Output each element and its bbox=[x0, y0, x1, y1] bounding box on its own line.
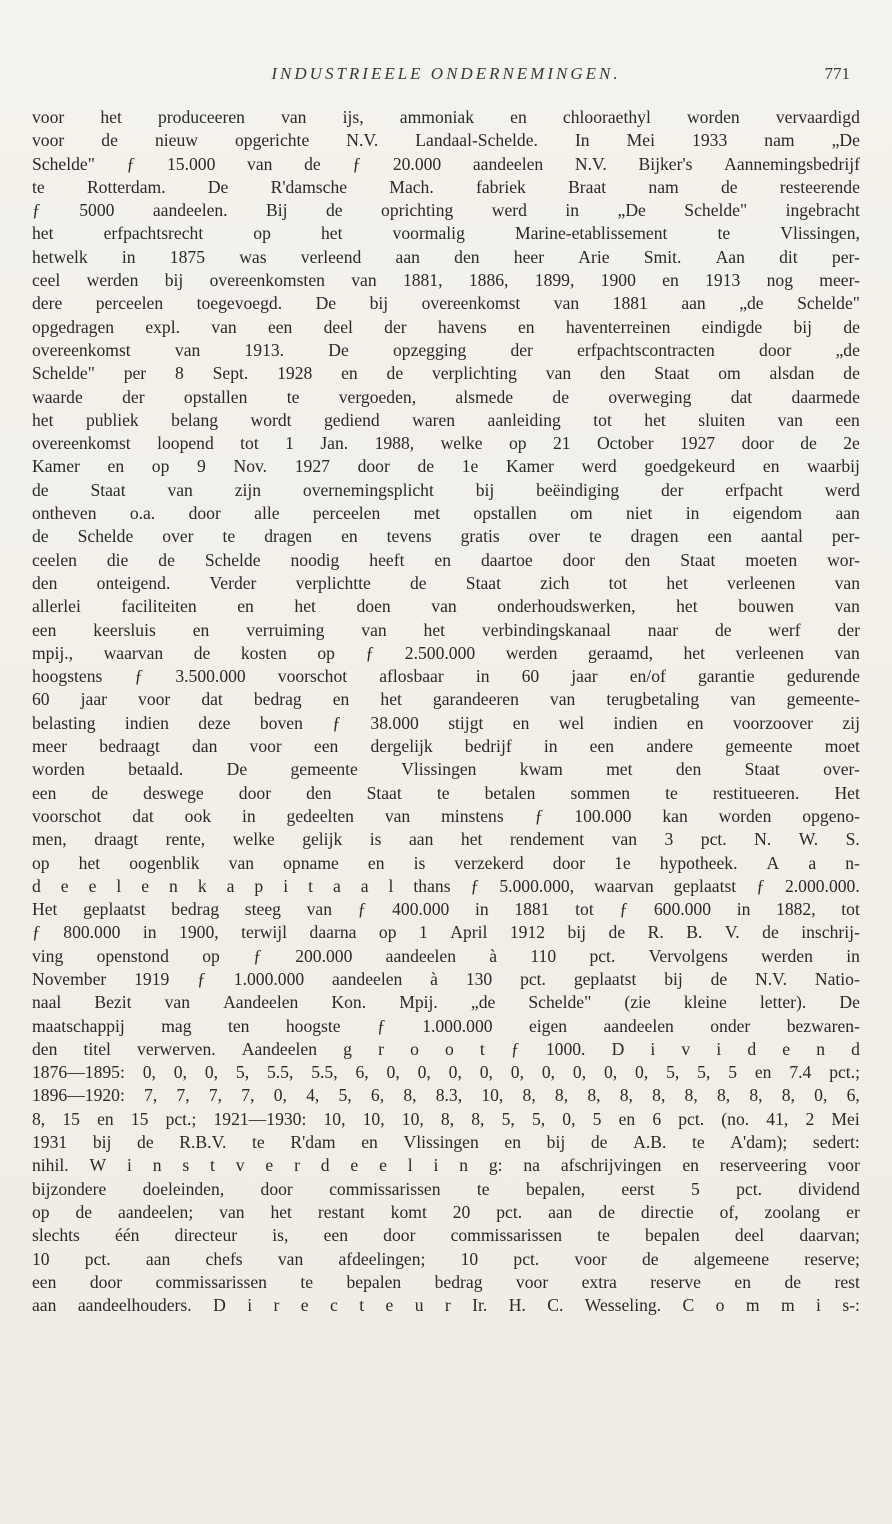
text-line: November 1919 ƒ 1.000.000 aandeelen à 130 pct. geplaatst bij de N.V. Natio- bbox=[32, 968, 860, 989]
text-line: dere perceelen toegevoegd. De bij overeenkomst van 1881 aan „de Schelde" bbox=[32, 293, 860, 314]
text-line: allerlei faciliteiten en het doen van onderhoudswerken, het bouwen van bbox=[32, 596, 860, 617]
text-line: 10 pct. aan chefs van afdeelingen; 10 pct. voor de algemeene reserve; bbox=[32, 1248, 860, 1269]
text-line: hoogstens ƒ 3.500.000 voorschot aflosbaar in 60 jaar en/of garantie gedurende bbox=[32, 666, 860, 687]
text-line: waarde der opstallen te vergoeden, alsmede de overweging dat daarmede bbox=[32, 386, 860, 407]
text-line: meer bedraagt dan voor een dergelijk bedrijf in een andere gemeente moet bbox=[32, 736, 860, 757]
text-line: mpij., waarvan de kosten op ƒ 2.500.000 werden geraamd, het verleenen van bbox=[32, 642, 860, 663]
text-line: overeenkomst van 1913. De opzegging der erfpachtscontracten door „de bbox=[32, 339, 860, 360]
text-line: d e e l e n k a p i t a a l thans ƒ 5.000.000, waarvan geplaatst ƒ 2.000.000. bbox=[32, 875, 860, 896]
text-line: aan aandeelhouders. D i r e c t e u r Ir. H. C. Wesseling. C o m m i s-: bbox=[32, 1295, 860, 1316]
text-line: den onteigend. Verder verplichtte de Staat zich tot het verleenen van bbox=[32, 572, 860, 593]
text-line: te Rotterdam. De R'damsche Mach. fabriek Braat nam de resteerende bbox=[32, 176, 860, 197]
text-line: ving openstond op ƒ 200.000 aandeelen à 110 pct. Vervolgens werden in bbox=[32, 945, 860, 966]
text-line: bijzondere doeleinden, door commissarissen te bepalen, eerst 5 pct. dividend bbox=[32, 1178, 860, 1199]
text-line: een door commissarissen te bepalen bedrag voor extra reserve en de rest bbox=[32, 1271, 860, 1292]
text-line: de Staat van zijn overnemingsplicht bij beëindiging der erfpacht werd bbox=[32, 479, 860, 500]
text-line: men, draagt rente, welke gelijk is aan het rendement van 3 pct. N. W. S. bbox=[32, 829, 860, 850]
text-line: 1931 bij de R.B.V. te R'dam en Vlissingen en bij de A.B. te A'dam); sedert: bbox=[32, 1132, 860, 1153]
text-line: de Schelde over te dragen en tevens gratis over te dragen een aantal per- bbox=[32, 526, 860, 547]
text-line: hetwelk in 1875 was verleend aan den heer Arie Smit. Aan dit per- bbox=[32, 246, 860, 267]
text-line: voorschot dat ook in gedeelten van minstens ƒ 100.000 kan worden opgeno- bbox=[32, 805, 860, 826]
text-line: Kamer en op 9 Nov. 1927 door de 1e Kamer werd goedgekeurd en waarbij bbox=[32, 456, 860, 477]
text-line: een keersluis en verruiming van het verbindingskanaal naar de werf der bbox=[32, 619, 860, 640]
text-line: 60 jaar voor dat bedrag en het garandeeren van terugbetaling van gemeente- bbox=[32, 689, 860, 710]
text-line: ƒ 800.000 in 1900, terwijl daarna op 1 April 1912 bij de R. B. V. de inschrij- bbox=[32, 922, 860, 943]
text-line: ceel werden bij overeenkomsten van 1881, 1886, 1899, 1900 en 1913 nog meer- bbox=[32, 270, 860, 291]
text-line: ontheven o.a. door alle perceelen met opstallen om niet in eigendom aan bbox=[32, 503, 860, 524]
text-line: 8, 15 en 15 pct.; 1921—1930: 10, 10, 10, 8, 8, 5, 5, 0, 5 en 6 pct. (no. 41, 2 Mei bbox=[32, 1108, 860, 1129]
text-line: Het geplaatst bedrag steeg van ƒ 400.000 in 1881 tot ƒ 600.000 in 1882, tot bbox=[32, 899, 860, 920]
text-line: op de aandeelen; van het restant komt 20 pct. aan de directie of, zoolang er bbox=[32, 1201, 860, 1222]
body-text bbox=[32, 106, 860, 1317]
text-line: een de deswege door den Staat te betalen sommen te restitueeren. Het bbox=[32, 782, 860, 803]
text-line: 1896—1920: 7, 7, 7, 7, 0, 4, 5, 6, 8, 8.3, 10, 8, 8, 8, 8, 8, 8, 8, 8, 8, 0, 6, bbox=[32, 1085, 860, 1106]
text-line: nihil. W i n s t v e r d e e l i n g: na afschrijvingen en reserveering voor bbox=[32, 1155, 860, 1176]
text-line: den titel verwerven. Aandeelen g r o o t ƒ 1000. D i v i d e n d bbox=[32, 1038, 860, 1059]
text-line: belasting indien deze boven ƒ 38.000 stijgt en wel indien en voorzoover zij bbox=[32, 712, 860, 733]
text-line: overeenkomst loopend tot 1 Jan. 1988, welke op 21 October 1927 door de 2e bbox=[32, 433, 860, 454]
text-line: het erfpachtsrecht op het voormalig Marine-etablissement te Vlissingen, bbox=[32, 223, 860, 244]
text-line: het publiek belang wordt gediend waren aanleiding tot het sluiten van een bbox=[32, 409, 860, 430]
text-line: ƒ 5000 aandeelen. Bij de oprichting werd in „De Schelde" ingebracht bbox=[32, 200, 860, 221]
text-line: voor het produceeren van ijs, ammoniak en chlooraethyl worden vervaardigd bbox=[32, 107, 860, 127]
text-line: ceelen die de Schelde noodig heeft en daartoe door den Staat moeten wor- bbox=[32, 549, 860, 570]
text-line: slechts één directeur is, een door commissarissen te bepalen deel daarvan; bbox=[32, 1225, 860, 1246]
text-line: opgedragen expl. van een deel der havens en haventerreinen eindigde bij de bbox=[32, 316, 860, 337]
text-line: voor de nieuw opgerichte N.V. Landaal-Schelde. In Mei 1933 nam „De bbox=[32, 130, 860, 151]
running-header bbox=[0, 60, 892, 88]
text-line: 1876—1895: 0, 0, 0, 5, 5.5, 5.5, 6, 0, 0, 0, 0, 0, 0, 0, 0, 0, 5, 5, 5 en 7.4 pct.; bbox=[32, 1062, 860, 1083]
running-title: INDUSTRIEELE ONDERNEMINGEN. bbox=[271, 64, 621, 83]
text-line: worden betaald. De gemeente Vlissingen kwam met den Staat over- bbox=[32, 759, 860, 780]
text-line: Schelde" per 8 Sept. 1928 en de verplichting van den Staat om alsdan de bbox=[32, 363, 860, 384]
text-line: Schelde" ƒ 15.000 van de ƒ 20.000 aandeelen N.V. Bijker's Aannemingsbedrijf bbox=[32, 153, 860, 174]
text-line: op het oogenblik van opname en is verzekerd door 1e hypotheek. A a n- bbox=[32, 852, 860, 873]
page-number: 771 bbox=[824, 64, 850, 83]
text-line: naal Bezit van Aandeelen Kon. Mpij. „de Schelde" (zie kleine letter). De bbox=[32, 992, 860, 1013]
text-line: maatschappij mag ten hoogste ƒ 1.000.000 eigen aandeelen onder bezwaren- bbox=[32, 1015, 860, 1036]
